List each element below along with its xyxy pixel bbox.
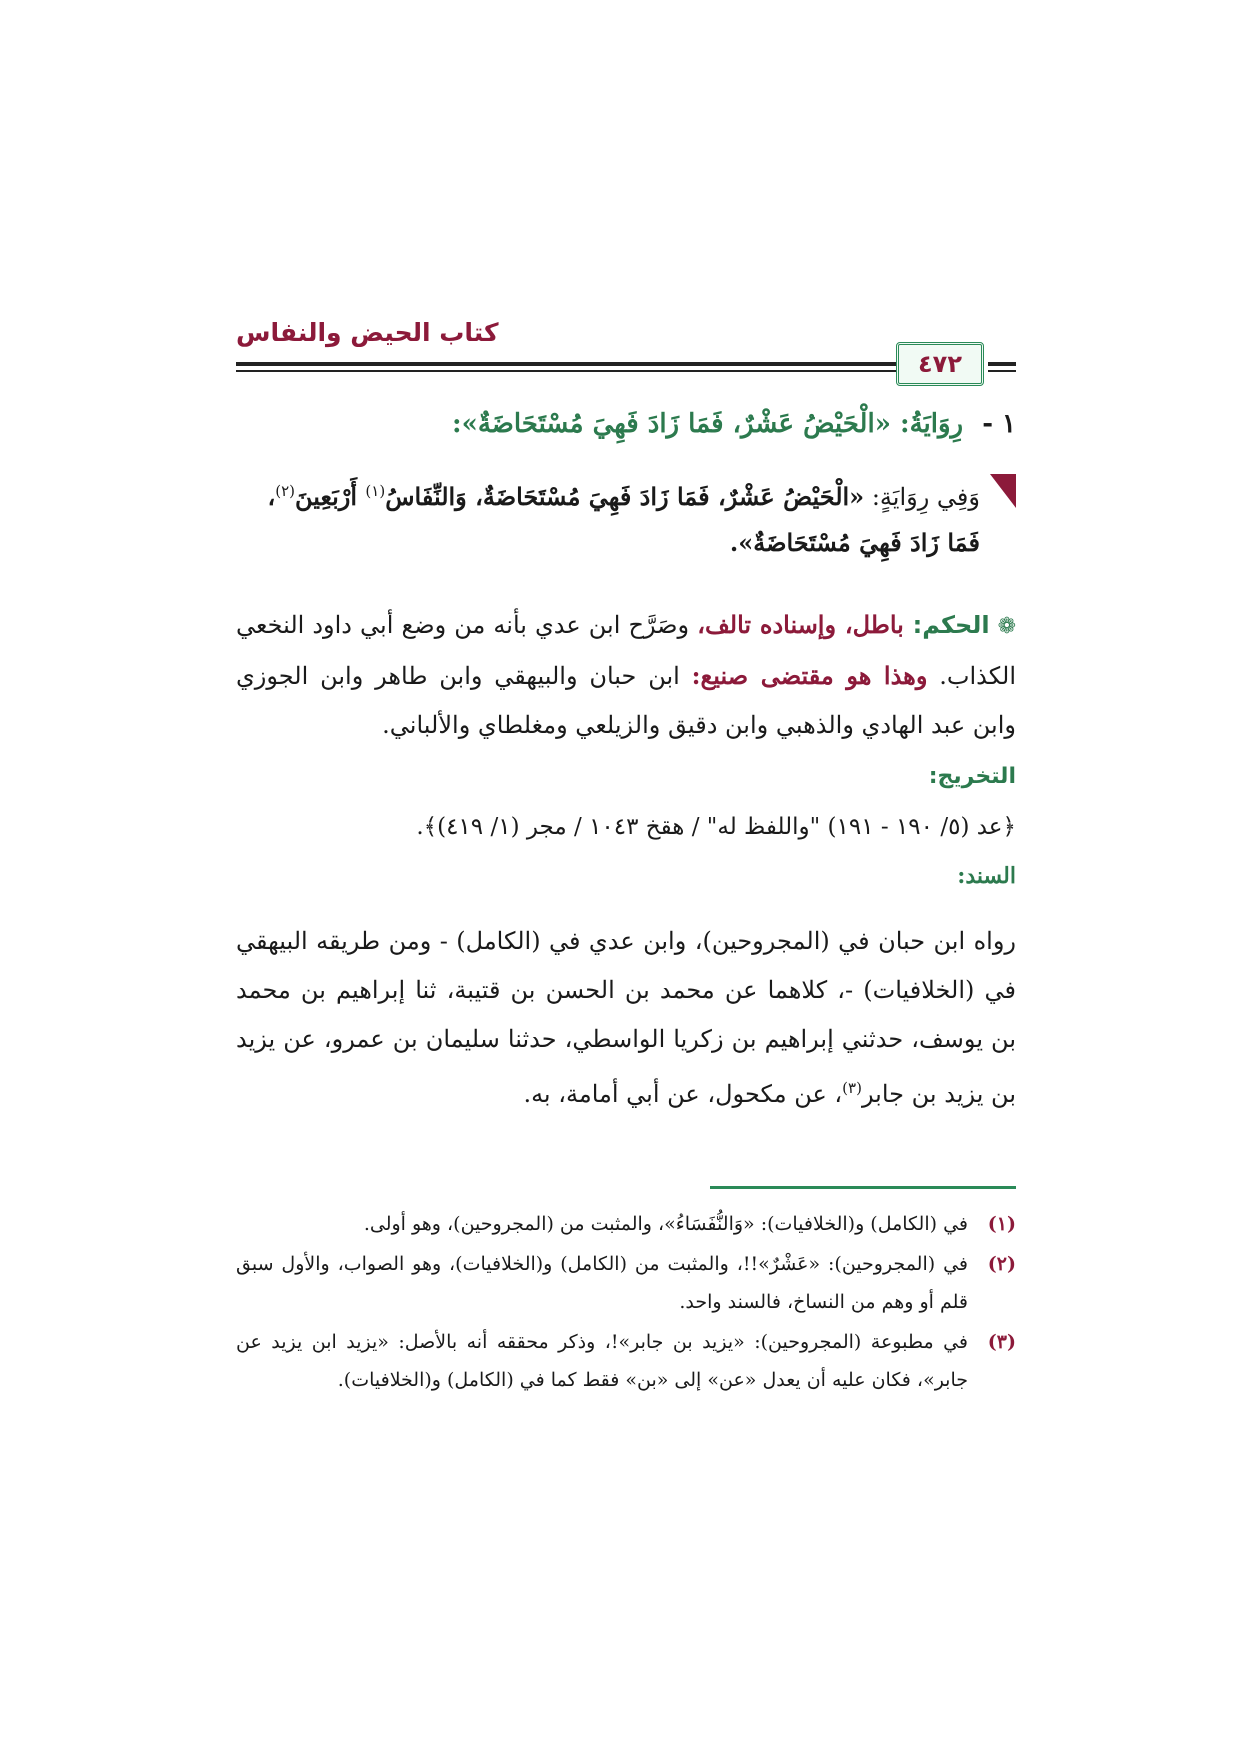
heading-number: ١ - [982,409,1016,439]
main-text [236,396,1016,1133]
ruling-highlight: وهذا هو مقتضى صنيع: [691,661,928,690]
footnote-marker-3: (٣) [842,1079,862,1097]
footnote-item [236,1245,1016,1321]
ruling-paragraph [236,600,1016,750]
header-rule-right-thin [988,370,1016,372]
flower-ornament-icon: ❁ [997,614,1016,639]
footnote-marker-2: (٢) [275,482,296,500]
sanad-paragraph [236,917,1016,1119]
corner-triangle-icon [990,474,1016,508]
sanad-text-2: ، عن مكحول، عن أبي أمامة، به. [523,1080,843,1108]
takhrij-title: التخريج: [928,764,1016,789]
footnote-number: (١) [987,1213,1016,1235]
footnotes [236,1205,1016,1401]
page-number: ٤٧٢ [918,350,962,378]
running-title: كتاب الحيض والنفاس [236,318,499,347]
sanad-title: السند: [957,863,1016,889]
ruling-text-1: وصَرَّح ابن عدي بأنه من وضع أبي داود النخعي الكذاب. [236,611,1016,690]
takhrij-text: ﴿عد (٥/ ١٩٠ - ١٩١) "واللفظ له" / هقخ ١٠٤٣ / مجر (١/ ٤١٩)﴾. [416,814,1016,840]
section-heading [236,402,1016,446]
variant-quote-part1: «الْحَيْضُ عَشْرٌ، فَمَا زَادَ فَهِيَ مُسْتَحَاضَةٌ، وَالنِّفَاسُ [385,482,865,511]
header-rule-right-thick [988,362,1016,366]
footnote-separator [710,1186,1016,1189]
footnote-number: (٢) [987,1253,1016,1275]
variant-quote-part3: ، فَمَا زَادَ فَهِيَ مُسْتَحَاضَةٌ». [267,482,980,557]
footnote-item [236,1323,1016,1399]
footnote-marker-1: (١) [365,482,386,500]
page-header [236,318,1016,388]
footnote-text: في (المجروحين): «عَشْرٌ»!!، والمثبت من (الكامل) و(الخلافيات)، وهو الصواب، والأول سبق قلم أو وهم من النساخ، فالسند واحد. [236,1253,968,1313]
ruling-text-2: ابن حبان والبيهقي وابن طاهر وابن الجوزي وابن عبد الهادي والذهبي وابن دقيق والزيلعي ومغلطاي والألباني. [236,662,1016,739]
variant-intro: وَفِي رِوَايَةٍ: [864,483,980,511]
sanad-text-1: رواه ابن حبان في (المجروحين)، وابن عدي في (الكامل) - ومن طريقه البيهقي في (الخلافيات) -، كلاهما عن محمد بن الحسن بن قتيبة، ثنا إبراهيم بن محمد بن يوسف، حدثني إبراهيم بن زكريا الواسطي، حدثنا سليمان بن عمرو، عن يزيد بن يزيد بن جابر [236,927,1016,1108]
page-number-frame [896,342,984,386]
narration-variant [236,468,1016,566]
header-rule-thin [236,370,896,372]
ruling-label: الحكم: [903,611,990,639]
variant-quote-part2: أَرْبَعِينَ [295,482,366,511]
footnote-text: في (الكامل) و(الخلافيات): «وَالنُّفَسَاءُ»، والمثبت من (المجروحين)، وهو أولى. [363,1213,968,1235]
footnote-text: في مطبوعة (المجروحين): «يزيد بن جابر»!، وذكر محققه أنه بالأصل: «يزيد ابن يزيد عن جابر»، فكان عليه أن يعدل «عن» إلى «بن» فقط كما في (الكامل) و(الخلافيات). [236,1331,968,1391]
header-rule-thick [236,362,896,366]
footnote-item [236,1205,1016,1243]
footnote-number: (٣) [987,1331,1016,1353]
ruling-verdict: باطل، وإسناده تالف، [697,610,904,639]
heading-text: رِوَايَةُ: «الْحَيْضُ عَشْرٌ، فَمَا زَادَ فَهِيَ مُسْتَحَاضَةٌ»: [452,409,964,439]
